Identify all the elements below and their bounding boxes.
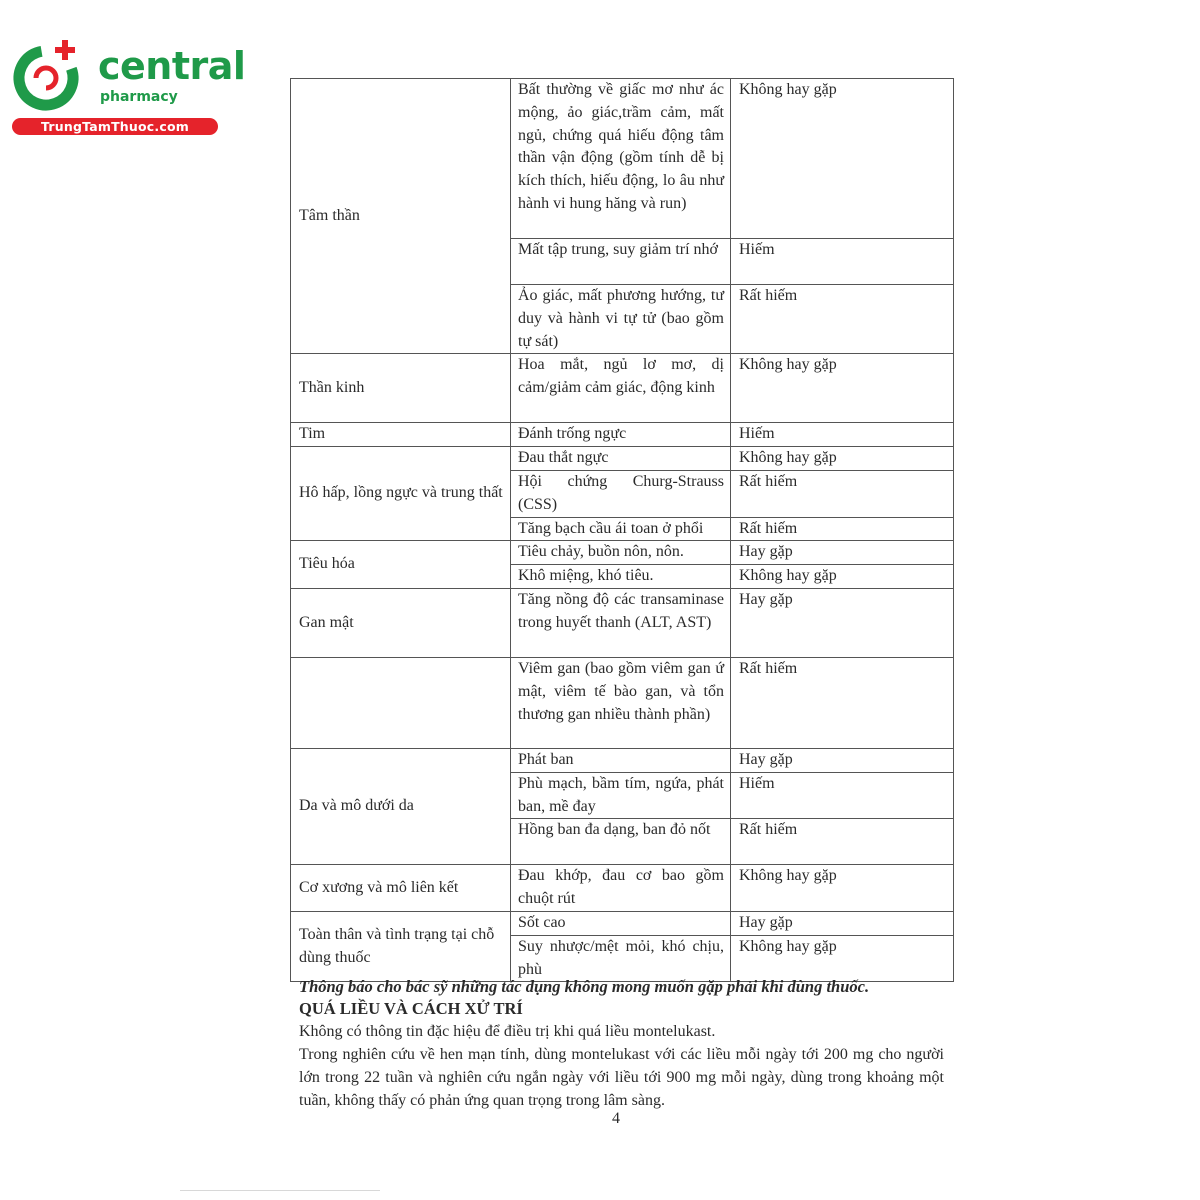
effect-cell: Khô miệng, khó tiêu. bbox=[511, 565, 731, 589]
overdose-paragraph-1: Không có thông tin đặc hiệu để điều trị khi quá liều montelukast. bbox=[299, 1023, 716, 1040]
organ-system-cell: Da và mô dưới da bbox=[291, 748, 511, 864]
table-row bbox=[291, 865, 954, 912]
organ-system-cell: Tâm thần bbox=[291, 79, 511, 354]
doctor-notice: Thông báo cho bác sỹ những tác dụng không mong muốn gặp phải khi dùng thuốc. bbox=[299, 977, 870, 996]
frequency-cell: Rất hiếm bbox=[731, 285, 954, 354]
effect-cell: Tăng nồng độ các transaminase trong huyết thanh (ALT, AST) bbox=[511, 588, 731, 657]
effect-cell: Mất tập trung, suy giảm trí nhớ bbox=[511, 239, 731, 285]
effect-cell: Hội chứng Churg-Strauss (CSS) bbox=[511, 470, 731, 517]
effect-cell: Bất thường về giấc mơ như ác mộng, ảo giác,trầm cảm, mất ngủ, chứng quá hiếu động tâm thần vận động (gồm tính dễ bị kích thích, hiếu động, lo âu như hành vi hung hăng và run) bbox=[511, 79, 731, 239]
page-number: 4 bbox=[612, 1110, 620, 1127]
effect-cell: Tiêu chảy, buồn nôn, nôn. bbox=[511, 541, 731, 565]
table-row bbox=[291, 423, 954, 447]
effect-cell: Đau thắt ngực bbox=[511, 447, 731, 471]
frequency-cell: Hay gặp bbox=[731, 541, 954, 565]
frequency-cell: Rất hiếm bbox=[731, 819, 954, 865]
organ-system-cell bbox=[291, 657, 511, 748]
overdose-paragraph-2: Trong nghiên cứu về hen mạn tính, dùng montelukast với các liều mỗi ngày tới 200 mg cho người lớn trong 22 tuần và nghiên cứu ngắn ngày với liều tới 900 mg mỗi ngày, dùng trong khoảng một tuần, không thấy có phản ứng quan trọng trong lâm sàng. bbox=[299, 1046, 944, 1109]
frequency-cell: Không hay gặp bbox=[731, 865, 954, 912]
logo-website-band[interactable]: TrungTamThuoc.com bbox=[12, 118, 218, 135]
effect-cell: Hồng ban đa dạng, ban đỏ nốt bbox=[511, 819, 731, 865]
effect-cell: Phát ban bbox=[511, 748, 731, 772]
frequency-cell: Hiếm bbox=[731, 423, 954, 447]
overdose-heading: QUÁ LIỀU VÀ CÁCH XỬ TRÍ bbox=[299, 999, 523, 1018]
frequency-cell: Hiếm bbox=[731, 239, 954, 285]
effect-cell: Đau khớp, đau cơ bao gồm chuột rút bbox=[511, 865, 731, 912]
organ-system-cell: Gan mật bbox=[291, 588, 511, 657]
frequency-cell: Không hay gặp bbox=[731, 447, 954, 471]
table-row bbox=[291, 354, 954, 423]
table-row bbox=[291, 911, 954, 935]
effect-cell: Sốt cao bbox=[511, 911, 731, 935]
effect-cell: Đánh trống ngực bbox=[511, 423, 731, 447]
table-row bbox=[291, 541, 954, 565]
effect-cell: Hoa mắt, ngủ lơ mơ, dị cảm/giảm cảm giác, động kinh bbox=[511, 354, 731, 423]
organ-system-cell: Tiêu hóa bbox=[291, 541, 511, 589]
frequency-cell: Hay gặp bbox=[731, 748, 954, 772]
effect-cell: Phù mạch, bầm tím, ngứa, phát ban, mề đay bbox=[511, 772, 731, 819]
organ-system-cell: Toàn thân và tình trạng tại chỗ dùng thuốc bbox=[291, 911, 511, 981]
frequency-cell: Không hay gặp bbox=[731, 935, 954, 982]
frequency-cell: Rất hiếm bbox=[731, 517, 954, 541]
logo-subtitle: pharmacy bbox=[100, 89, 178, 105]
table-row bbox=[291, 588, 954, 657]
table-row bbox=[291, 447, 954, 471]
frequency-cell: Không hay gặp bbox=[731, 79, 954, 239]
logo-name: central bbox=[98, 44, 246, 88]
organ-system-cell: Thần kinh bbox=[291, 354, 511, 423]
table-row bbox=[291, 657, 954, 748]
effect-cell: Ảo giác, mất phương hướng, tư duy và hành vi tự tử (bao gồm tự sát) bbox=[511, 285, 731, 354]
frequency-cell: Rất hiếm bbox=[731, 657, 954, 748]
organ-system-cell: Hô hấp, lồng ngực và trung thất bbox=[291, 447, 511, 541]
frequency-cell: Không hay gặp bbox=[731, 354, 954, 423]
frequency-cell: Hay gặp bbox=[731, 588, 954, 657]
adverse-effects-table bbox=[290, 78, 954, 982]
logo-ring-icon bbox=[10, 38, 90, 118]
effect-cell: Suy nhược/mệt mỏi, khó chịu, phù bbox=[511, 935, 731, 982]
organ-system-cell: Tim bbox=[291, 423, 511, 447]
effect-cell: Viêm gan (bao gồm viêm gan ứ mật, viêm tế bào gan, và tổn thương gan nhiều thành phần) bbox=[511, 657, 731, 748]
organ-system-cell: Cơ xương và mô liên kết bbox=[291, 865, 511, 912]
scan-edge-line bbox=[180, 1190, 380, 1191]
frequency-cell: Hay gặp bbox=[731, 911, 954, 935]
effect-cell: Tăng bạch cầu ái toan ở phổi bbox=[511, 517, 731, 541]
table-row bbox=[291, 79, 954, 239]
frequency-cell: Hiếm bbox=[731, 772, 954, 819]
frequency-cell: Không hay gặp bbox=[731, 565, 954, 589]
table-row bbox=[291, 748, 954, 772]
central-pharmacy-logo[interactable] bbox=[10, 38, 246, 138]
frequency-cell: Rất hiếm bbox=[731, 470, 954, 517]
